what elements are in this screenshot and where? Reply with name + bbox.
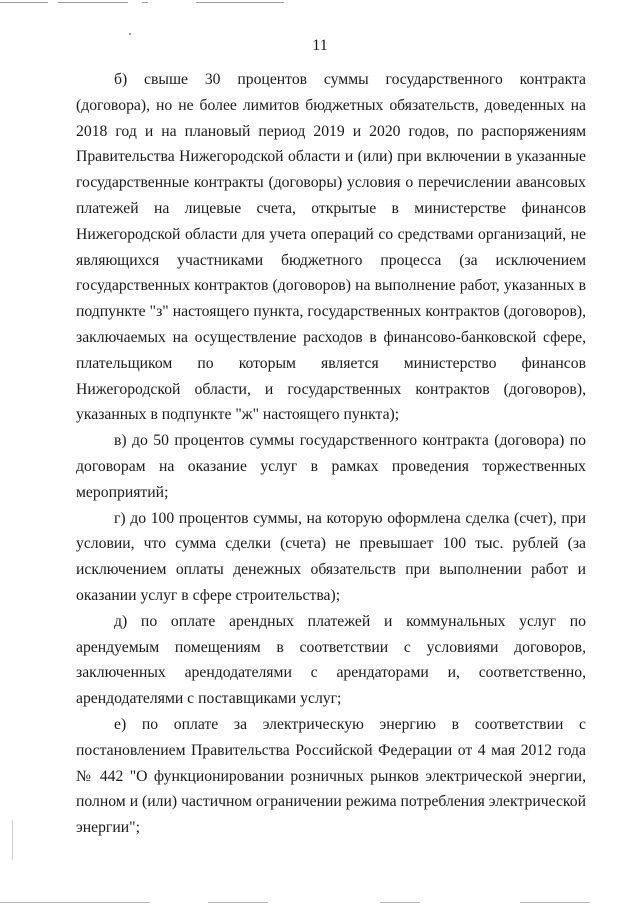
paragraph-v: в) до 50 процентов суммы государственного контракта (договора) по договорам на оказание услуг в рамках проведения торжественных мероприятий;: [76, 432, 586, 501]
paragraph-e: е) по оплате за электрическую энергию в соответствии с постановлением Правительства Российской Федерации от 4 мая 2012 года № 442 "О функционировании розничных рынков электрической энергии, полном и (или) частичном ограничении режима потребления электрической энергии";: [76, 715, 586, 837]
paragraph-d: д) по оплате арендных платежей и коммунальных услуг по арендуемым помещениям в соответствии с условиями договоров, заключенных арендодателями с арендаторами и, соответственно, арендодателями с поставщиками услуг;: [76, 612, 586, 708]
scan-bottom-edge: [0, 899, 640, 905]
paragraph-b: б) свыше 30 процентов суммы государственного контракта (договора), но не более лимитов бюджетных обязательств, доведенных на 2018 год и на плановый период 2019 и 2020 годов, по распоряжениям Правительства Нижегородской области и (или) при включении в указанные государственные контракты (договоры) условия о перечислении авансовых платежей на лицевые счета, открытые в министерстве финансов Нижегородской области для учета операций со средствами организаций, не являющихся участниками бюджетного процесса (за исключением государственных контрактов (договоров) на выполнение работ, указанных в подпункте "з" настоящего пункта, государственных контрактов (договоров), заключаемых на осуществление расходов в финансово-банковской сфере, плательщиком по которым является министерство финансов Нижегородской области, и государственных контрактов (договоров), указанных в подпункте "ж" настоящего пункта);: [76, 71, 586, 424]
scan-speck: [129, 33, 131, 35]
paragraph-g: г) до 100 процентов суммы, на которую оформлена сделка (счет), при условии, что сумма сделки (счета) не превышает 100 тыс. рублей (за исключением оплаты денежных обязательств при выполнении работ и оказании услуг в сфере строительства);: [76, 509, 586, 604]
document-body: [76, 67, 586, 841]
scan-top-edge: [0, 0, 300, 5]
page-number: 11: [312, 37, 328, 54]
scan-margin-mark: [12, 820, 13, 860]
